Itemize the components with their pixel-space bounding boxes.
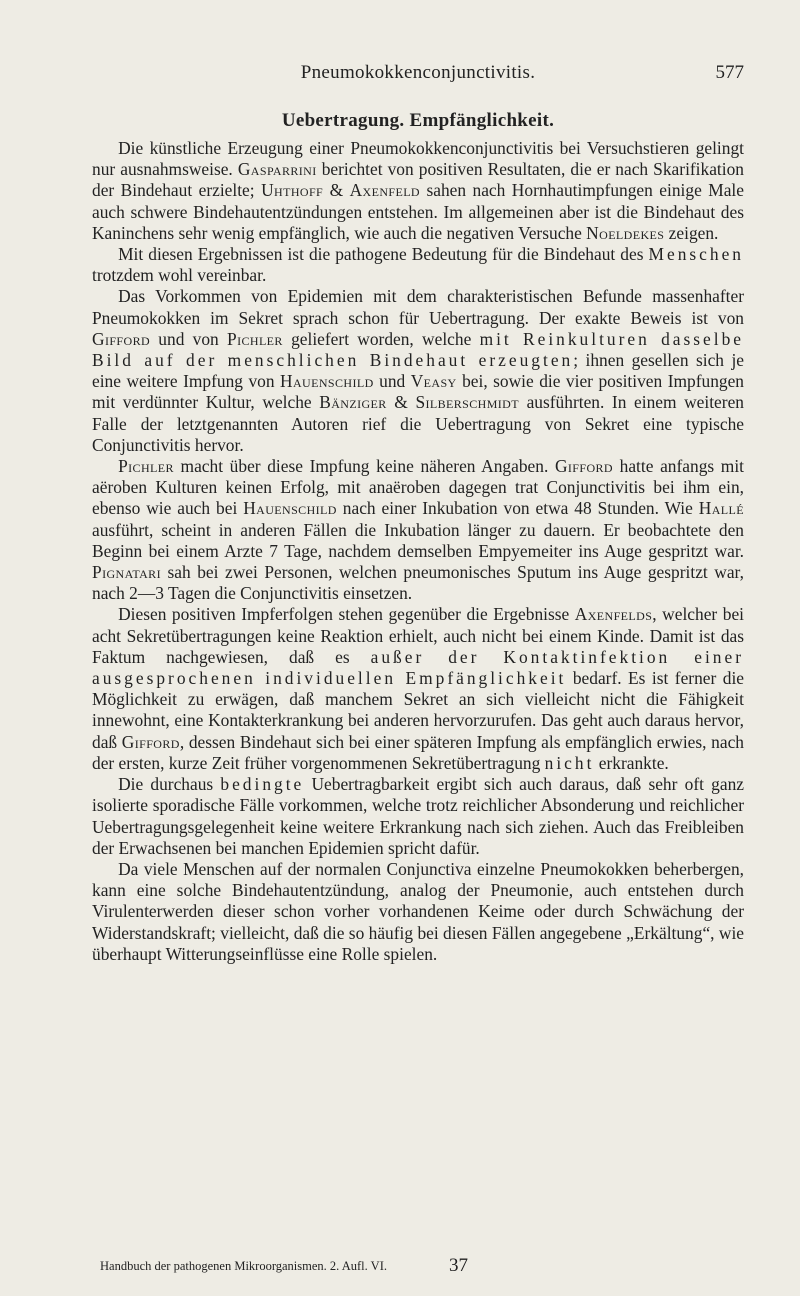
author-name: Axenfeld xyxy=(349,180,420,201)
author-name: Pichler xyxy=(118,456,174,477)
text-run: & xyxy=(386,392,416,413)
paragraph-5 xyxy=(92,604,744,774)
text-run: Diesen positiven Impferfolgen stehen gegenüber die Ergebnisse xyxy=(118,604,575,625)
spaced-emphasis: außer der Kontaktinfektion einer ausgesprochenen individuellen Empfänglichkeit xyxy=(92,646,744,689)
text-run: hatte anfangs mit aëroben Kulturen keinen Erfolg, mit anaëroben dagegen trat Conjunctivitis bei ihm ein, ebenso wie auch bei xyxy=(92,456,744,519)
text-run: und von xyxy=(150,328,228,349)
running-head xyxy=(92,62,744,88)
text-run: trotzdem wohl vereinbar. xyxy=(92,265,267,286)
text-run: Da viele Menschen auf der normalen Conjunctiva einzelne Pneumokokken beherbergen, kann eine solche Bindehautentzündung, analog der Pneumonie, auch entstehen durch Virulenterwerden dieser schon vorher vorhandenen Keime oder durch Schwächung der Widerstandskraft; vielleicht, daß die so häufig bei diesen Fällen angegebene „Erkältung“, wie überhaupt Witterungseinflüsse eine Rolle spielen. xyxy=(92,858,744,964)
author-name: Hallé xyxy=(698,498,744,519)
text-run: bedarf. Es ist ferner die Möglichkeit zu erwägen, daß manchem Sekret an sich vielleicht nicht die Fähigkeit innewohnt, eine Kontakterkrankung bei anderen hervorzurufen. Das geht auch daraus hervor, daß xyxy=(92,668,744,752)
text-run: zeigen. xyxy=(664,222,719,243)
text-run: geliefert worden, welche xyxy=(282,328,480,349)
text-run: Uebertragbarkeit ergibt sich auch daraus, daß sehr oft ganz isolierte sporadische Fälle vorkommen, welche trotz reichlicher Absonderung und reichlicher Uebertragungsgelegenheit keine weitere Erkrankung nach sich ziehen. Auch das Freibleiben der Erwachsenen bei manchen Epidemien spricht dafür. xyxy=(92,774,744,858)
text-run: Das Vorkommen von Epidemien mit dem charakteristischen Befunde massenhafter Pneumokokken im Sekret sprach schon für Uebertragung. Der exakte Beweis ist von xyxy=(92,286,744,328)
author-name: Pichler xyxy=(227,328,283,349)
text-run: sah bei zwei Personen, welchen pneumonisches Sputum ins Auge gespritzt war, nach 2—3 Tagen die Conjunctivitis einsetzen. xyxy=(92,562,744,604)
spaced-emphasis: Menschen xyxy=(648,244,744,265)
text-run: , dessen Bindehaut sich bei einer späteren Impfung als empfänglich erwies, nach der ersten, kurze Zeit früher vorgenommenen Sekretübertragung xyxy=(92,731,744,773)
author-name: Silberschmidt xyxy=(415,392,519,413)
author-name: Noeldekes xyxy=(586,222,665,243)
paragraph-7 xyxy=(92,859,744,965)
author-name: Gifford xyxy=(121,731,180,752)
text-run: & xyxy=(323,180,350,201)
text-run: Die durchaus xyxy=(118,774,221,795)
text-run: nach einer Inkubation von etwa 48 Stunden. Wie xyxy=(336,498,699,519)
author-name: Uhthoff xyxy=(261,180,324,201)
spaced-emphasis: mit Reinkulturen dasselbe Bild auf der menschlichen Bindehaut erzeugten xyxy=(92,328,744,371)
text-run: macht über diese Impfung keine näheren Angaben. xyxy=(173,456,555,477)
paragraph-4 xyxy=(92,456,744,604)
spaced-emphasis: nicht xyxy=(544,752,595,773)
author-name: Pignatari xyxy=(92,562,161,583)
signature-mark: 37 xyxy=(449,1255,468,1276)
paragraph-6 xyxy=(92,774,744,859)
author-name: Hauenschild xyxy=(280,371,374,392)
author-name: Hauenschild xyxy=(243,498,337,519)
text-run: sahen nach Hornhautimpfungen einige Male auch schwere Bindehautentzündungen entstehen. Im allgemeinen aber ist die Bindehaut des Kaninchens sehr wenig empfänglich, wie auch die negativen Versuche xyxy=(92,180,744,243)
text-run: berichtet von positiven Resultaten, die er nach Skarifikation der Bindehaut erzielte; xyxy=(92,159,744,201)
page-footer xyxy=(92,1255,744,1281)
paragraph-3 xyxy=(92,286,744,456)
body-text xyxy=(92,138,744,965)
text-run: und xyxy=(373,371,411,392)
author-name: Gifford xyxy=(554,456,613,477)
author-name: Bänziger xyxy=(319,392,387,413)
text-run: bei, sowie die vier positiven Impfungen mit verdünnter Kultur, welche xyxy=(92,371,744,413)
author-name: Gifford xyxy=(92,328,151,349)
author-name: Veasy xyxy=(410,371,457,392)
text-run: erkrankte. xyxy=(594,752,669,773)
spaced-emphasis: bedingte xyxy=(220,774,305,795)
text-run: , welcher bei acht Sekretübertragungen keine Reaktion erhielt, auch nicht bei einem Kinde. Damit ist das Faktum nachgewiesen, daß es xyxy=(92,604,744,667)
section-heading: Uebertragung. Empfänglichkeit. xyxy=(281,110,555,131)
text-run: Mit diesen Ergebnissen ist die pathogene Bedeutung für die Bindehaut des xyxy=(118,244,649,265)
text-run: ausführt, scheint in anderen Fällen die Inkubation länger zu dauern. Er beobachtete den Beginn bei einem Arzte 7 Tage, nachdem demselben Empyemeiter ins Auge gespritzt war. xyxy=(92,519,744,561)
text-run: Die künstliche Erzeugung einer Pneumokokkenconjunctivitis bei Versuchstieren gelingt nur ausnahmsweise. xyxy=(92,138,744,180)
text-run: ausführten. In einem weiteren Falle der letztgenannten Autoren rief die Uebertragung von Sekret eine typische Conjunctivitis hervor. xyxy=(92,392,744,455)
text-run: ; ihnen gesellen sich je eine weitere Impfung von xyxy=(92,350,744,392)
author-name: Axenfelds xyxy=(574,604,653,625)
footer-note: Handbuch der pathogenen Mikroorganismen. 2. Aufl. VI. xyxy=(100,1259,387,1273)
author-name: Gasparrini xyxy=(237,159,317,180)
paragraph-2 xyxy=(92,244,744,286)
paragraph-1 xyxy=(92,138,744,244)
running-title: Pneumokokkenconjunctivitis. xyxy=(300,62,536,83)
page-number: 577 xyxy=(715,62,744,83)
